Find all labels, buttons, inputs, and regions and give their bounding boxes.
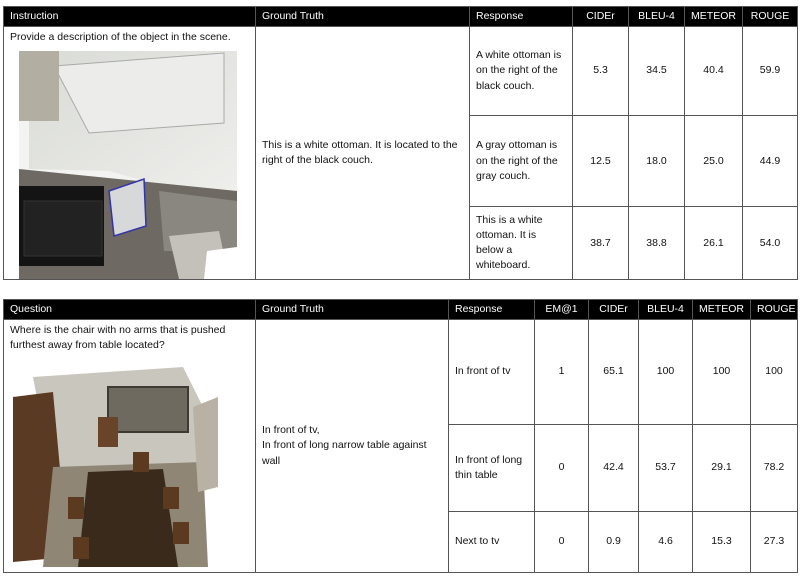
cider-value: 42.4 bbox=[589, 425, 639, 512]
cider-value: 12.5 bbox=[573, 116, 629, 207]
table1-header-row bbox=[4, 7, 798, 27]
question-cell bbox=[4, 320, 256, 573]
header-cider: CIDEr bbox=[589, 300, 639, 320]
header-ground-truth: Ground Truth bbox=[256, 7, 470, 27]
ground-truth-line-2: In front of long narrow table against wall bbox=[262, 439, 427, 467]
meteor-value: 29.1 bbox=[693, 425, 751, 512]
meteor-value: 26.1 bbox=[685, 207, 743, 280]
header-rouge: ROUGE bbox=[751, 300, 798, 320]
rouge-value: 44.9 bbox=[743, 116, 798, 207]
meteor-value: 15.3 bbox=[693, 512, 751, 573]
response-text: A gray ottoman is on the right of the gray couch. bbox=[470, 116, 573, 207]
table-row bbox=[4, 27, 798, 116]
ground-truth-cell bbox=[256, 320, 449, 573]
header-question: Question bbox=[4, 300, 256, 320]
header-ground-truth: Ground Truth bbox=[256, 300, 449, 320]
instruction-results-table bbox=[3, 6, 798, 280]
cider-value: 65.1 bbox=[589, 320, 639, 425]
rouge-value: 78.2 bbox=[751, 425, 798, 512]
header-bleu4: BLEU-4 bbox=[629, 7, 685, 27]
meteor-value: 100 bbox=[693, 320, 751, 425]
bleu4-value: 100 bbox=[639, 320, 693, 425]
bleu4-value: 53.7 bbox=[639, 425, 693, 512]
header-instruction: Instruction bbox=[4, 7, 256, 27]
bleu4-value: 18.0 bbox=[629, 116, 685, 207]
rouge-value: 54.0 bbox=[743, 207, 798, 280]
header-response: Response bbox=[449, 300, 535, 320]
bleu4-value: 34.5 bbox=[629, 27, 685, 116]
ground-truth-cell: This is a white ottoman. It is located to the right of the black couch. bbox=[256, 27, 470, 280]
header-em1: EM@1 bbox=[535, 300, 589, 320]
response-text: In front of long thin table bbox=[449, 425, 535, 512]
header-meteor: METEOR bbox=[693, 300, 751, 320]
response-text: Next to tv bbox=[449, 512, 535, 573]
ground-truth-line-1: In front of tv, bbox=[262, 424, 320, 437]
header-meteor: METEOR bbox=[685, 7, 743, 27]
cider-value: 5.3 bbox=[573, 27, 629, 116]
rouge-value: 27.3 bbox=[751, 512, 798, 573]
em1-value: 0 bbox=[535, 425, 589, 512]
cider-value: 0.9 bbox=[589, 512, 639, 573]
header-cider: CIDEr bbox=[573, 7, 629, 27]
question-text: Where is the chair with no arms that is pushed furthest away from table located? bbox=[10, 324, 226, 352]
bleu4-value: 38.8 bbox=[629, 207, 685, 280]
em1-value: 1 bbox=[535, 320, 589, 425]
table-row bbox=[4, 320, 798, 425]
response-text: In front of tv bbox=[449, 320, 535, 425]
meteor-value: 40.4 bbox=[685, 27, 743, 116]
header-bleu4: BLEU-4 bbox=[639, 300, 693, 320]
question-results-table bbox=[3, 299, 798, 573]
rouge-value: 59.9 bbox=[743, 27, 798, 116]
dining-room-scene-image bbox=[13, 357, 218, 567]
response-text: This is a white ottoman. It is below a whiteboard. bbox=[470, 207, 573, 280]
header-rouge: ROUGE bbox=[743, 7, 798, 27]
meteor-value: 25.0 bbox=[685, 116, 743, 207]
living-room-scene-image bbox=[19, 51, 237, 279]
header-response: Response bbox=[470, 7, 573, 27]
table2-header-row bbox=[4, 300, 798, 320]
instruction-cell bbox=[4, 27, 256, 280]
cider-value: 38.7 bbox=[573, 207, 629, 280]
em1-value: 0 bbox=[535, 512, 589, 573]
response-text: A white ottoman is on the right of the black couch. bbox=[470, 27, 573, 116]
bleu4-value: 4.6 bbox=[639, 512, 693, 573]
rouge-value: 100 bbox=[751, 320, 798, 425]
instruction-text: Provide a description of the object in the scene. bbox=[10, 31, 231, 43]
